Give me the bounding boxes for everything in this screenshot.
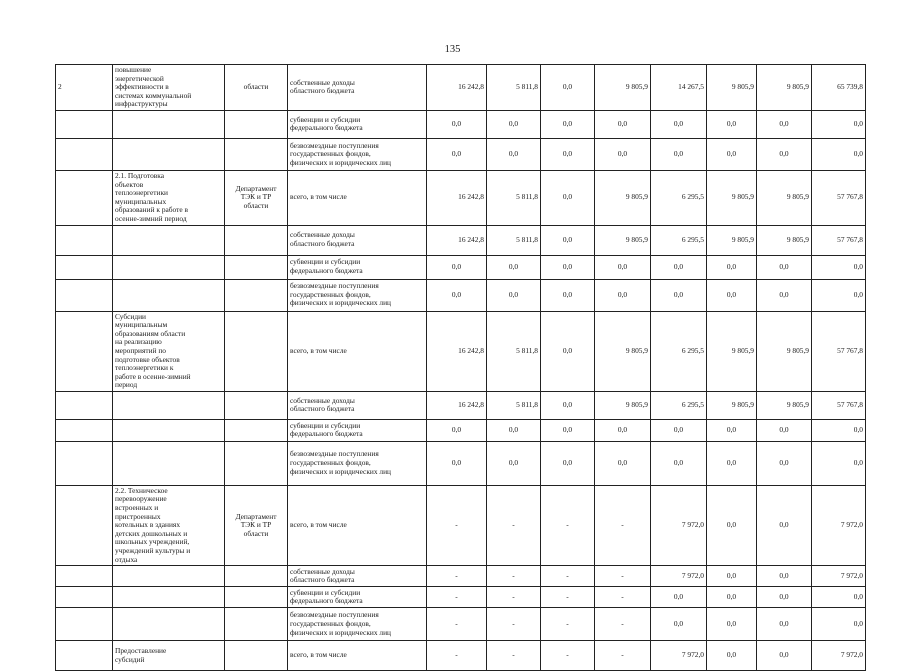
- funding-source: безвозмездные поступления государственных фондов, физических и юридических лиц: [288, 138, 427, 170]
- value-cell: 0,0: [541, 391, 595, 419]
- funding-source: всего, в том числе: [288, 641, 427, 671]
- value-cell: 9 805,9: [707, 225, 757, 255]
- value-cell: 7 972,0: [651, 641, 707, 671]
- value-cell: 0,0: [651, 110, 707, 138]
- value-cell: 0,0: [595, 110, 651, 138]
- value-cell: 0,0: [541, 441, 595, 485]
- value-cell: 5 811,8: [487, 391, 541, 419]
- table-row: [56, 110, 866, 138]
- value-cell: 0,0: [487, 441, 541, 485]
- value-cell: -: [487, 587, 541, 608]
- value-cell: 0,0: [595, 255, 651, 279]
- funding-source: субвенции и субсидии федерального бюджета: [288, 255, 427, 279]
- funding-source: безвозмездные поступления государственных фондов, физических и юридических лиц: [288, 441, 427, 485]
- value-cell: -: [487, 608, 541, 641]
- table-row: [56, 138, 866, 170]
- value-cell: 0,0: [595, 279, 651, 311]
- value-cell: 9 805,9: [757, 170, 812, 225]
- value-cell: -: [541, 485, 595, 565]
- value-cell: 0,0: [595, 441, 651, 485]
- value-cell: 0,0: [757, 255, 812, 279]
- row-number: 2: [56, 65, 113, 111]
- value-cell: 0,0: [757, 485, 812, 565]
- funding-source: субвенции и субсидии федерального бюджета: [288, 419, 427, 441]
- value-cell: 16 242,8: [427, 225, 487, 255]
- value-cell: 0,0: [757, 138, 812, 170]
- executor: области: [225, 65, 288, 111]
- executor: Департамент ТЭК и ТР области: [225, 485, 288, 565]
- value-cell: 0,0: [707, 110, 757, 138]
- funding-source: всего, в том числе: [288, 170, 427, 225]
- value-cell: 7 972,0: [812, 641, 866, 671]
- table-row: [56, 419, 866, 441]
- funding-source: собственные доходы областного бюджета: [288, 65, 427, 111]
- table-row: [56, 485, 866, 565]
- measure-name: Субсидии муниципальным образованиям области на реализацию мероприятий по подготовке объектов теплоэнергетики к работе в осенне-зимний период: [113, 311, 225, 391]
- value-cell: -: [595, 587, 651, 608]
- value-cell: 0,0: [541, 170, 595, 225]
- value-cell: 0,0: [812, 279, 866, 311]
- value-cell: 0,0: [427, 419, 487, 441]
- value-cell: 0,0: [541, 255, 595, 279]
- value-cell: 0,0: [595, 419, 651, 441]
- table-row: [56, 311, 866, 391]
- value-cell: 0,0: [651, 441, 707, 485]
- value-cell: 7 972,0: [812, 566, 866, 587]
- table-row: [56, 170, 866, 225]
- funding-source: всего, в том числе: [288, 485, 427, 565]
- value-cell: -: [427, 641, 487, 671]
- value-cell: 0,0: [541, 225, 595, 255]
- funding-source: безвозмездные поступления государственных фондов, физических и юридических лиц: [288, 279, 427, 311]
- value-cell: 9 805,9: [707, 170, 757, 225]
- value-cell: 0,0: [427, 138, 487, 170]
- budget-table: [55, 64, 866, 671]
- value-cell: 0,0: [427, 110, 487, 138]
- value-cell: 0,0: [812, 110, 866, 138]
- value-cell: 0,0: [487, 110, 541, 138]
- value-cell: 6 295,5: [651, 225, 707, 255]
- value-cell: 0,0: [707, 441, 757, 485]
- value-cell: 0,0: [487, 138, 541, 170]
- value-cell: 16 242,8: [427, 170, 487, 225]
- value-cell: 0,0: [707, 641, 757, 671]
- value-cell: 0,0: [541, 65, 595, 111]
- measure-name: 2.2. Техническое перевооружение встроенных и пристроенных котельных в зданиях детских дошкольных и школьных учреждений, учреждений культуры и отдыха: [113, 485, 225, 565]
- value-cell: -: [595, 485, 651, 565]
- value-cell: -: [541, 587, 595, 608]
- value-cell: -: [541, 641, 595, 671]
- value-cell: 0,0: [487, 255, 541, 279]
- page-number: 135: [444, 44, 461, 55]
- value-cell: 0,0: [541, 138, 595, 170]
- value-cell: 0,0: [812, 255, 866, 279]
- value-cell: 0,0: [541, 110, 595, 138]
- funding-source: субвенции и субсидии федерального бюджета: [288, 110, 427, 138]
- value-cell: 0,0: [812, 138, 866, 170]
- measure-name: повышение энергетической эффективности в системах коммунальной инфраструктуры: [113, 65, 225, 111]
- value-cell: 0,0: [707, 255, 757, 279]
- funding-source: безвозмездные поступления государственных фондов, физических и юридических лиц: [288, 608, 427, 641]
- value-cell: 0,0: [651, 608, 707, 641]
- value-cell: 9 805,9: [707, 65, 757, 111]
- value-cell: 7 972,0: [651, 485, 707, 565]
- value-cell: 0,0: [812, 587, 866, 608]
- measure-name: 2.1. Подготовка объектов теплоэнергетики муниципальных образований к работе в осенне-зимний период: [113, 170, 225, 225]
- value-cell: 9 805,9: [757, 65, 812, 111]
- value-cell: 16 242,8: [427, 65, 487, 111]
- funding-source: субвенции и субсидии федерального бюджета: [288, 587, 427, 608]
- table-row: [56, 566, 866, 587]
- value-cell: 5 811,8: [487, 65, 541, 111]
- value-cell: -: [427, 608, 487, 641]
- value-cell: -: [541, 566, 595, 587]
- value-cell: -: [595, 608, 651, 641]
- value-cell: 16 242,8: [427, 311, 487, 391]
- value-cell: 0,0: [812, 441, 866, 485]
- value-cell: -: [427, 485, 487, 565]
- value-cell: 9 805,9: [757, 225, 812, 255]
- value-cell: 9 805,9: [707, 311, 757, 391]
- value-cell: 6 295,5: [651, 170, 707, 225]
- value-cell: 5 811,8: [487, 170, 541, 225]
- value-cell: 0,0: [757, 279, 812, 311]
- value-cell: 9 805,9: [757, 311, 812, 391]
- value-cell: 0,0: [707, 566, 757, 587]
- value-cell: 9 805,9: [595, 225, 651, 255]
- funding-source: всего, в том числе: [288, 311, 427, 391]
- funding-source: собственные доходы областного бюджета: [288, 566, 427, 587]
- value-cell: 0,0: [651, 279, 707, 311]
- value-cell: 0,0: [812, 608, 866, 641]
- value-cell: 0,0: [487, 279, 541, 311]
- value-cell: 14 267,5: [651, 65, 707, 111]
- value-cell: 0,0: [541, 419, 595, 441]
- value-cell: 0,0: [757, 587, 812, 608]
- value-cell: 0,0: [651, 255, 707, 279]
- value-cell: 6 295,5: [651, 391, 707, 419]
- value-cell: 0,0: [595, 138, 651, 170]
- value-cell: 16 242,8: [427, 391, 487, 419]
- table-row: [56, 255, 866, 279]
- executor: Департамент ТЭК и ТР области: [225, 170, 288, 225]
- value-cell: 9 805,9: [595, 311, 651, 391]
- value-cell: 0,0: [427, 255, 487, 279]
- value-cell: 9 805,9: [707, 391, 757, 419]
- value-cell: 0,0: [707, 419, 757, 441]
- funding-source: собственные доходы областного бюджета: [288, 225, 427, 255]
- table-row: [56, 391, 866, 419]
- value-cell: 0,0: [541, 279, 595, 311]
- value-cell: 0,0: [757, 110, 812, 138]
- value-cell: 9 805,9: [595, 65, 651, 111]
- value-cell: -: [427, 566, 487, 587]
- table-row: [56, 641, 866, 671]
- value-cell: 0,0: [757, 566, 812, 587]
- value-cell: 0,0: [757, 419, 812, 441]
- value-cell: 0,0: [757, 641, 812, 671]
- value-cell: 57 767,8: [812, 391, 866, 419]
- table-row: [56, 279, 866, 311]
- table-row: [56, 65, 866, 111]
- value-cell: 57 767,8: [812, 170, 866, 225]
- value-cell: 7 972,0: [651, 566, 707, 587]
- value-cell: 6 295,5: [651, 311, 707, 391]
- table-row: [56, 587, 866, 608]
- funding-source: собственные доходы областного бюджета: [288, 391, 427, 419]
- value-cell: 0,0: [427, 441, 487, 485]
- value-cell: 0,0: [651, 138, 707, 170]
- value-cell: 0,0: [812, 419, 866, 441]
- value-cell: 7 972,0: [812, 485, 866, 565]
- value-cell: -: [541, 608, 595, 641]
- value-cell: -: [427, 587, 487, 608]
- value-cell: 9 805,9: [595, 170, 651, 225]
- value-cell: 0,0: [651, 587, 707, 608]
- value-cell: 5 811,8: [487, 225, 541, 255]
- value-cell: 57 767,8: [812, 311, 866, 391]
- value-cell: 0,0: [427, 279, 487, 311]
- value-cell: 0,0: [757, 608, 812, 641]
- table-row: [56, 441, 866, 485]
- value-cell: 0,0: [541, 311, 595, 391]
- table-row: [56, 608, 866, 641]
- value-cell: 65 739,8: [812, 65, 866, 111]
- value-cell: 9 805,9: [757, 391, 812, 419]
- value-cell: 0,0: [757, 441, 812, 485]
- value-cell: -: [595, 566, 651, 587]
- value-cell: 9 805,9: [595, 391, 651, 419]
- measure-name: Предоставление субсидий: [113, 641, 225, 671]
- value-cell: 57 767,8: [812, 225, 866, 255]
- value-cell: 0,0: [487, 419, 541, 441]
- value-cell: 0,0: [707, 587, 757, 608]
- value-cell: 5 811,8: [487, 311, 541, 391]
- value-cell: 0,0: [707, 608, 757, 641]
- table-row: [56, 225, 866, 255]
- value-cell: -: [487, 641, 541, 671]
- value-cell: -: [487, 485, 541, 565]
- value-cell: 0,0: [651, 419, 707, 441]
- value-cell: 0,0: [707, 138, 757, 170]
- value-cell: 0,0: [707, 485, 757, 565]
- value-cell: 0,0: [707, 279, 757, 311]
- value-cell: -: [595, 641, 651, 671]
- value-cell: -: [487, 566, 541, 587]
